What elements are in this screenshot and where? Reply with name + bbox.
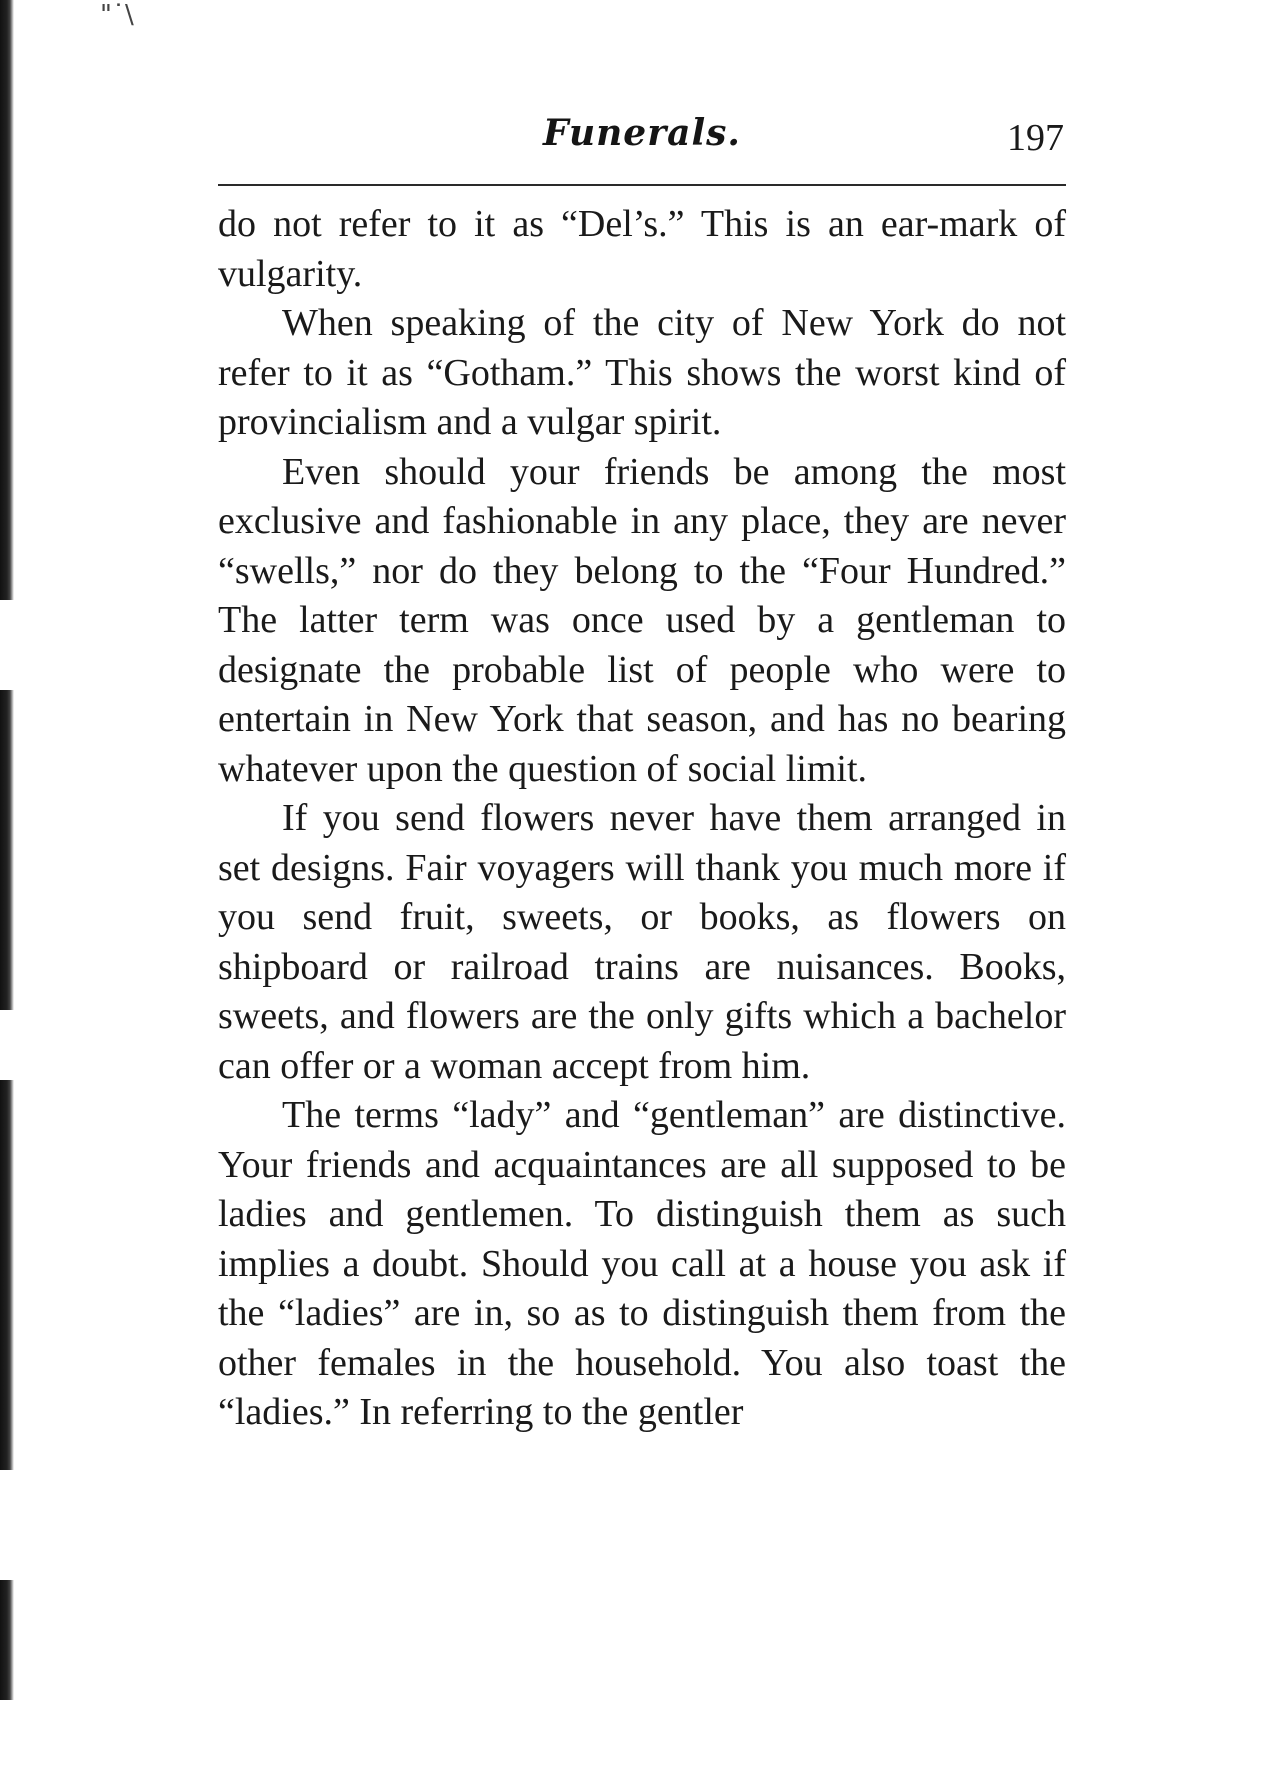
paragraph: The terms “lady” and “gentleman” are distinctive. Your friends and acquaintances are all supposed to be ladies and gentlemen. To distinguish them as such implies a doubt. Should you call at a house you ask if the “ladies” are in, so as to distinguish them from the other females in the household. You also toast the “ladies.” In referring to the gentler <box>218 1094 1066 1433</box>
paragraph: If you send flowers never have them arranged in set designs. Fair voyagers will thank you much more if you send fruit, sweets, or books, as flowers on shipboard or railroad trains are nuisances. Books, sweets, and flowers are the only gifts which a bachelor can offer or a woman accept from him. <box>218 797 1066 1087</box>
paragraph: When speaking of the city of New York do not refer to it as “Gotham.” This shows the worst kind of provincialism and a vulgar spirit. <box>218 302 1066 443</box>
paragraph: do not refer to it as “Del’s.” This is an ear-mark of vulgarity. <box>218 203 1066 295</box>
scan-edge-gap <box>0 600 14 690</box>
paragraph: Even should your friends be among the most exclusive and fashionable in any place, they are never “swells,” nor do they belong to the “Four Hundred.” The latter term was once used by a gentleman to designate the probable list of people who were to entertain in New York that season, and has no bearing whatever upon the question of social limit. <box>218 450 1066 790</box>
scan-binding-edge <box>0 0 14 1700</box>
page-header <box>218 112 1066 176</box>
body-text <box>218 200 1066 1438</box>
scan-edge-gap <box>0 1010 14 1080</box>
running-title: Funerals. <box>543 112 741 154</box>
scan-edge-gap <box>0 1470 14 1580</box>
page-number: 197 <box>1007 117 1064 159</box>
header-rule <box>218 184 1066 186</box>
scan-corner-mark: "˙\ <box>100 0 134 30</box>
